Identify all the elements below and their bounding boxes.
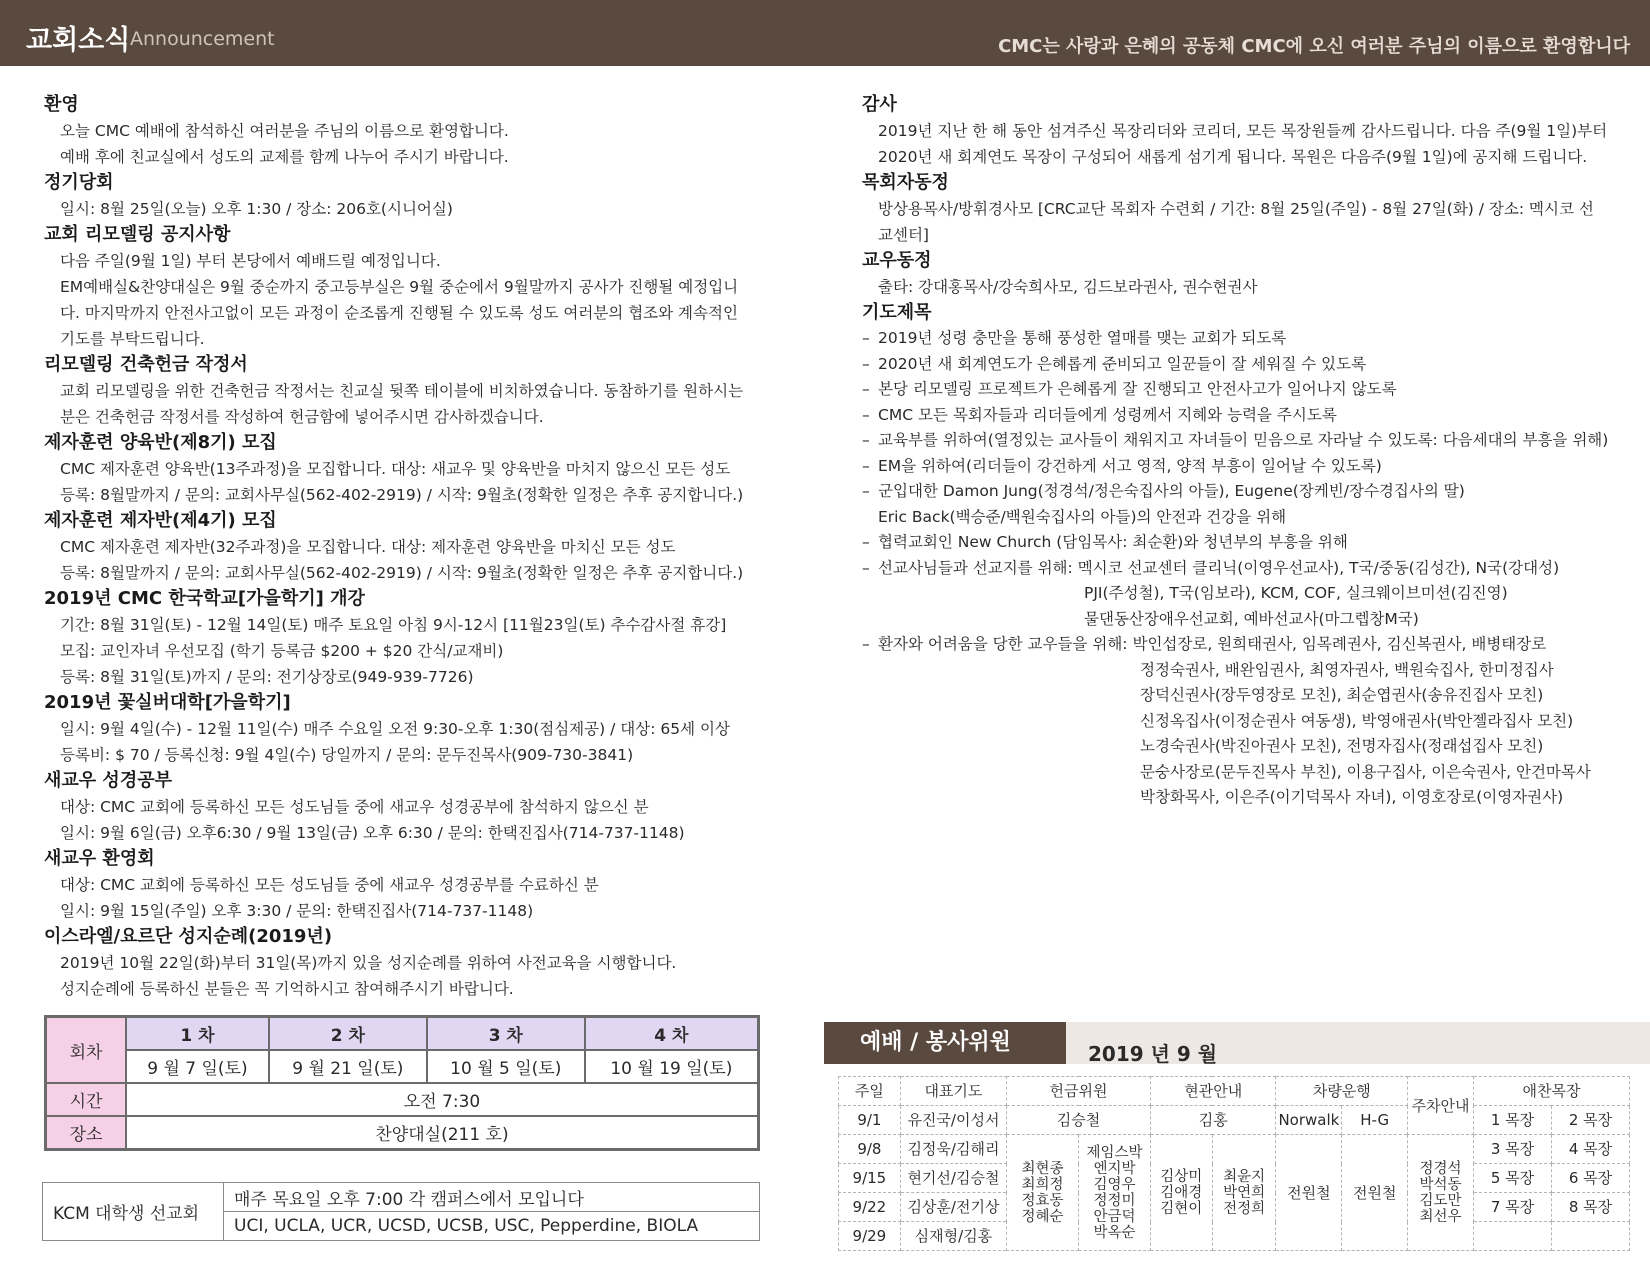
- offering-cell: 김승철: [1007, 1106, 1151, 1135]
- lunch-cell: 3 목장: [1473, 1135, 1551, 1164]
- announcement-section: [44, 222, 764, 352]
- section-title: 환영: [44, 94, 79, 115]
- prayer-section: [862, 300, 1632, 811]
- time-label: 시간: [46, 1083, 127, 1116]
- section-line: 기간: 8월 31일(토) - 12월 14일(토) 매주 토요일 아침 9시-12시 [11월23일(토) 추수감사절 휴강]: [60, 616, 727, 634]
- page-title-en: Announcement: [130, 28, 275, 50]
- sick-line-cont: 신정옥집사(이정순권사 여동생), 박영애권사(박안젤라집사 모친): [1140, 711, 1574, 730]
- name-entry: 제임스박: [1086, 1144, 1143, 1161]
- name-entry: 전정희: [1223, 1200, 1266, 1217]
- section-line: 대상: CMC 교회에 등록하신 모든 성도님들 중에 새교우 성경공부에 참석하지 않으신 분: [60, 798, 649, 816]
- missionary-line-cont: 물댄동산장애우선교회, 예바선교사(마그렙창M국): [1084, 609, 1419, 628]
- col-header-parking-guide: 주차안내: [1408, 1077, 1474, 1135]
- prayer-continuation: Eric Back(백승준/백원숙집사의 아들)의 안전과 건강을 위해: [878, 507, 1287, 526]
- announcement-section: [862, 170, 1632, 248]
- name-entry: 최현종: [1021, 1160, 1064, 1177]
- missionary-line-cont: PJI(주성철), T국(임보라), KCM, COF, 실크웨이브미션(김진영): [1084, 584, 1508, 602]
- name-entry: 정효동: [1021, 1192, 1064, 1209]
- prayer-cell: 유진국/이성서: [900, 1106, 1006, 1135]
- parking-driver-b: 전원철: [1342, 1135, 1408, 1251]
- section-title: 교회 리모델링 공지사항: [44, 224, 231, 245]
- section-line: 예배 후에 친교실에서 성도의 교제를 함께 나누어 주시기 바랍니다.: [60, 148, 509, 166]
- missionary-lead: 선교사님들과 선교지를 위해:: [878, 558, 1078, 577]
- worship-month: 2019 년 9 월: [1088, 1042, 1218, 1066]
- usher-team-b: [1212, 1135, 1276, 1251]
- parking-guide-team: [1408, 1135, 1474, 1251]
- lunch-cell-empty: [1551, 1222, 1629, 1251]
- sick-line-cont: 박창화목사, 이은주(이기덕목사 자녀), 이영호장로(이영자권사): [1140, 788, 1564, 806]
- kcm-table: [42, 1182, 760, 1241]
- parking-driver-a: 전원철: [1276, 1135, 1342, 1251]
- date-cell: 9/8: [839, 1135, 901, 1164]
- prayer-text: 2019년 성령 충만을 통해 풍성한 열매를 맺는 교회가 되도록: [878, 329, 1287, 347]
- announcement-section: [44, 768, 764, 846]
- dash-bullet: –: [862, 456, 870, 475]
- section-line: 분은 건축헌금 작정서를 작성하여 헌금함에 넣어주시면 감사하겠습니다.: [60, 408, 544, 426]
- col-header-offering: 헌금위원: [1007, 1077, 1151, 1106]
- prayer-item: [862, 454, 1632, 480]
- section-line: 2019년 10월 22일(화)부터 31일(목)까지 있을 성지순례를 위하여 사전교육을 시행합니다.: [60, 954, 677, 972]
- header-bar: [0, 0, 1650, 66]
- round-date: 10 월 19 일(토): [585, 1050, 759, 1083]
- lunch-cell: 5 목장: [1473, 1164, 1551, 1193]
- announcement-section: [44, 690, 764, 768]
- sick-line: 박인섭장로, 원희태권사, 임목례권사, 김신복권사, 배병태장로: [1132, 635, 1547, 653]
- kcm-schedule: 매주 목요일 오후 7:00 각 캠퍼스에서 모입니다: [224, 1183, 760, 1212]
- section-title: 새교우 성경공부: [44, 770, 172, 791]
- announcement-section: [862, 248, 1632, 300]
- section-title: 새교우 환영회: [44, 848, 155, 869]
- dash-bullet: –: [862, 329, 870, 347]
- prayer-text: 군입대한 Damon Jung(정경석/정은숙집사의 아들), Eugene(장케빈/장수경집사의 딸): [878, 482, 1465, 500]
- round-header: 3 차: [427, 1017, 585, 1051]
- dash-bullet: –: [862, 431, 870, 449]
- dash-bullet: –: [862, 380, 870, 398]
- col-header-sunday: 주일: [839, 1077, 901, 1106]
- section-line: 교센터]: [878, 226, 929, 244]
- section-line: 일시: 9월 4일(수) - 12월 11일(수) 매주 수요일 오전 9:30-오후 1:30(점심제공) / 대상: 65세 이상: [60, 720, 730, 738]
- name-entry: 안금덕: [1093, 1208, 1136, 1225]
- section-line: 대상: CMC 교회에 등록하신 모든 성도님들 중에 새교우 성경공부를 수료하신 분: [60, 876, 599, 894]
- parking-cell: Norwalk: [1276, 1106, 1342, 1135]
- dash-bullet: –: [862, 354, 870, 373]
- lunch-cell: 6 목장: [1551, 1164, 1629, 1193]
- prayer-title: 기도제목: [862, 302, 932, 323]
- col-header-prayer: 대표기도: [900, 1077, 1006, 1106]
- sick-prayer: [862, 632, 1632, 658]
- announcement-section: [44, 846, 764, 924]
- place-label: 장소: [46, 1116, 127, 1150]
- name-entry: 김도만: [1419, 1192, 1462, 1209]
- round-header: 1 차: [126, 1017, 269, 1051]
- section-title: 2019년 꽃실버대학[가을학기]: [44, 692, 291, 713]
- section-line: 기도를 부탁드립니다.: [60, 330, 205, 348]
- missionary-prayer: [862, 556, 1632, 582]
- section-line: 교회 리모델링을 위한 건축헌금 작정서는 친교실 뒷쪽 테이블에 비치하였습니다. 동참하기를 원하시는: [60, 382, 744, 400]
- dash-bullet: –: [862, 405, 870, 424]
- section-title: 감사: [862, 94, 897, 115]
- lunch-cell: 4 목장: [1551, 1135, 1629, 1164]
- col-header-usher: 현관안내: [1150, 1077, 1276, 1106]
- sick-line-cont: 노경숙권사(박진아권사 모친), 전명자집사(정래섭집사 모친): [1140, 737, 1544, 755]
- prayer-item: [862, 352, 1632, 378]
- prayer-text: 2020년 새 회계연도가 은혜롭게 준비되고 일꾼들이 잘 세워질 수 있도록: [878, 354, 1367, 373]
- prayer-item: [862, 377, 1632, 403]
- round-date: 9 월 21 일(토): [269, 1050, 427, 1083]
- section-line: 다음 주일(9월 1일) 부터 본당에서 예배드릴 예정입니다.: [60, 252, 441, 270]
- section-title: 목회자동정: [862, 172, 949, 193]
- service-table: [838, 1076, 1630, 1251]
- section-title: 리모델링 건축헌금 작정서: [44, 354, 248, 375]
- section-line: 모집: 교인자녀 우선모집 (학기 등록금 $200 + $20 간식/교재비): [60, 642, 504, 660]
- section-line: 등록비: $ 70 / 등록신청: 9월 4일(수) 당일까지 / 문의: 문두진목사(909-730-3841): [60, 746, 634, 764]
- lunch-cell-empty: [1473, 1222, 1551, 1251]
- round-header: 4 차: [585, 1017, 759, 1051]
- lunch-cell: 2 목장: [1551, 1106, 1629, 1135]
- prayer-item: [862, 326, 1632, 352]
- welcome-banner: CMC는 사랑과 은혜의 공동체 CMC에 오신 여러분 주님의 이름으로 환영합니다: [998, 36, 1630, 57]
- section-line: 2019년 지난 한 해 동안 섬겨주신 목장리더와 코리더, 모든 목장원들께 감사드립니다. 다음 주(9월 1일)부터: [878, 122, 1608, 140]
- lunch-cell: 7 목장: [1473, 1193, 1551, 1222]
- lunch-cell: 8 목장: [1551, 1193, 1629, 1222]
- prayer-text: 교육부를 위하여(열정있는 교사들이 채워지고 자녀들이 믿음으로 자라날 수 있도록: 다음세대의 부흥을 위해): [878, 431, 1609, 449]
- name-entry: 정정미: [1093, 1192, 1136, 1209]
- prayer-item: [862, 479, 1632, 505]
- prayer-text: EM을 위하여(리더들이 강건하게 서고 영적, 양적 부흥이 일어날 수 있도록): [878, 456, 1382, 475]
- section-line: CMC 제자훈련 제자반(32주과정)을 모집합니다. 대상: 제자훈련 양육반을 마치신 모든 성도: [60, 538, 676, 556]
- right-column: [862, 92, 1632, 811]
- section-line: 일시: 9월 15일(주일) 오후 3:30 / 문의: 한택진집사(714-737-1148): [60, 902, 534, 920]
- date-cell: 9/15: [839, 1164, 901, 1193]
- announcement-section: [44, 430, 764, 508]
- time-value: 오전 7:30: [126, 1083, 759, 1116]
- announcement-section: [862, 92, 1632, 170]
- section-line: 일시: 9월 6일(금) 오후6:30 / 9월 13일(금) 오후 6:30 / 문의: 한택진집사(714-737-1148): [60, 824, 685, 842]
- usher-team-a: [1150, 1135, 1212, 1251]
- prayer-item: [862, 428, 1632, 454]
- prayer-item: [862, 403, 1632, 429]
- parking-cell: H-G: [1342, 1106, 1408, 1135]
- dash-bullet: –: [862, 482, 870, 500]
- usher-cell: 김홍: [1150, 1106, 1276, 1135]
- section-title: 정기당회: [44, 172, 114, 193]
- announcement-section: [44, 92, 764, 170]
- name-entry: 김애경: [1160, 1184, 1203, 1201]
- announcement-section: [44, 924, 764, 1002]
- date-cell: 9/1: [839, 1106, 901, 1135]
- date-cell: 9/22: [839, 1193, 901, 1222]
- name-entry: 김현이: [1160, 1200, 1203, 1217]
- kcm-campuses: UCI, UCLA, UCR, UCSD, UCSB, USC, Pepperdine, BIOLA: [224, 1212, 760, 1241]
- left-column: [44, 92, 764, 1002]
- kcm-name: KCM 대학생 선교회: [43, 1183, 224, 1241]
- sick-line-cont: 문숭사장로(문두진목사 부친), 이용구집사, 이은숙권사, 안건마목사: [1140, 762, 1591, 781]
- sick-line-cont: 장덕신권사(장두영장로 모친), 최순엽권사(송유진집사 모친): [1140, 686, 1544, 704]
- sick-lead: 환자와 어려움을 당한 교우들을 위해:: [878, 635, 1133, 653]
- section-line: 오늘 CMC 예배에 참석하신 여러분을 주님의 이름으로 환영합니다.: [60, 122, 509, 140]
- name-entry: 김영우: [1093, 1176, 1136, 1193]
- announcement-section: [44, 170, 764, 222]
- section-line: 출타: 강대홍목사/강숙희사모, 김드보라권사, 권수현권사: [878, 278, 1258, 296]
- section-line: 성지순례에 등록하신 분들은 꼭 기억하시고 참여해주시기 바랍니다.: [60, 980, 514, 998]
- section-line: 등록: 8월말까지 / 문의: 교회사무실(562-402-2919) / 시작: 9월초(정확한 일정은 추후 공지합니다.): [60, 564, 744, 582]
- name-entry: 엔지박: [1093, 1160, 1136, 1177]
- prayer-cell: 심재형/김홍: [900, 1222, 1006, 1251]
- prayer-text: CMC 모든 목회자들과 리더들에게 성령께서 지혜와 능력을 주시도록: [878, 405, 1337, 424]
- name-entry: 박연희: [1223, 1184, 1266, 1201]
- dash-bullet: –: [862, 533, 870, 551]
- prayer-text: 본당 리모델링 프로젝트가 은혜롭게 잘 진행되고 안전사고가 일어나지 않도록: [878, 380, 1397, 398]
- prayer-cell: 김정욱/김해리: [900, 1135, 1006, 1164]
- announcement-section: [44, 508, 764, 586]
- section-line: 등록: 8월말까지 / 문의: 교회사무실(562-402-2919) / 시작: 9월초(정확한 일정은 추후 공지합니다.): [60, 486, 744, 504]
- name-entry: 최윤지: [1223, 1168, 1266, 1185]
- name-entry: 정경석: [1419, 1160, 1462, 1177]
- prayer-cell: 현기선/김승철: [900, 1164, 1006, 1193]
- section-title: 이스라엘/요르단 성지순례(2019년): [44, 926, 333, 947]
- section-title: 제자훈련 제자반(제4기) 모집: [44, 510, 277, 531]
- section-title: 제자훈련 양육반(제8기) 모집: [44, 432, 277, 453]
- section-title: 교우동정: [862, 250, 932, 271]
- announcement-section: [44, 586, 764, 690]
- offering-team-b: [1079, 1135, 1151, 1251]
- prayer-cell: 김상훈/전기상: [900, 1193, 1006, 1222]
- section-line: 등록: 8월 31일(토)까지 / 문의: 전기상장로(949-939-7726): [60, 668, 474, 686]
- section-line: 2020년 새 회계연도 목장이 구성되어 새롭게 섬기게 됩니다. 목원은 다음주(9월 1일)에 공지해 드립니다.: [878, 148, 1588, 166]
- name-entry: 정혜순: [1021, 1208, 1064, 1225]
- announcement-section: [44, 352, 764, 430]
- place-value: 찬양대실(211 호): [126, 1116, 759, 1150]
- section-line: CMC 제자훈련 양육반(13주과정)을 모집합니다. 대상: 새교우 및 양육반을 마치지 않으신 모든 성도: [60, 460, 731, 478]
- col-header-parking: 차량운행: [1276, 1077, 1408, 1106]
- dash-bullet: –: [862, 558, 870, 577]
- name-entry: 김상미: [1160, 1168, 1203, 1185]
- prayer-text: 협력교회인 New Church (담임목사: 최순환)와 청년부의 부흥을 위해: [878, 533, 1348, 551]
- name-entry: 최선우: [1419, 1208, 1462, 1225]
- offering-team-a: [1007, 1135, 1079, 1251]
- round-date: 10 월 5 일(토): [427, 1050, 585, 1083]
- col-header-lunch: 애찬목장: [1473, 1077, 1629, 1106]
- missionary-line: 멕시코 선교센터 클리닉(이영우선교사), T국/중동(김성간), N국(강대성): [1077, 558, 1560, 577]
- round-label: 회차: [46, 1017, 127, 1084]
- name-entry: 박옥순: [1093, 1224, 1136, 1241]
- worship-title: 예배 / 봉사위원: [824, 1022, 1066, 1064]
- round-date: 9 월 7 일(토): [126, 1050, 269, 1083]
- section-line: 다. 마지막까지 안전사고없이 모든 과정이 순조롭게 진행될 수 있도록 성도 여러분의 협조와 계속적인: [60, 304, 738, 322]
- section-title: 2019년 CMC 한국학교[가을학기] 개강: [44, 588, 365, 609]
- section-line: EM예배실&찬양대실은 9월 중순까지 중고등부실은 9월 중순에서 9월말까지 공사가 진행될 예정입니: [60, 278, 739, 296]
- date-cell: 9/29: [839, 1222, 901, 1251]
- section-line: 일시: 8월 25일(오늘) 오후 1:30 / 장소: 206호(시니어실): [60, 200, 453, 218]
- section-line: 방상용목사/방휘경사모 [CRC교단 목회자 수련회 / 기간: 8월 25일(주일) - 8월 27일(화) / 장소: 멕시코 선: [878, 200, 1594, 218]
- sick-line-cont: 정정숙권사, 배완임권사, 최영자권사, 백원숙집사, 한미정집사: [1140, 660, 1554, 679]
- round-header: 2 차: [269, 1017, 427, 1051]
- prayer-item: [862, 530, 1632, 556]
- pilgrimage-schedule-table: [44, 1015, 760, 1151]
- lunch-cell: 1 목장: [1473, 1106, 1551, 1135]
- page-title: 교회소식: [26, 25, 131, 56]
- name-entry: 최희정: [1021, 1176, 1064, 1193]
- dash-bullet: –: [862, 635, 870, 653]
- name-entry: 박석동: [1419, 1176, 1462, 1193]
